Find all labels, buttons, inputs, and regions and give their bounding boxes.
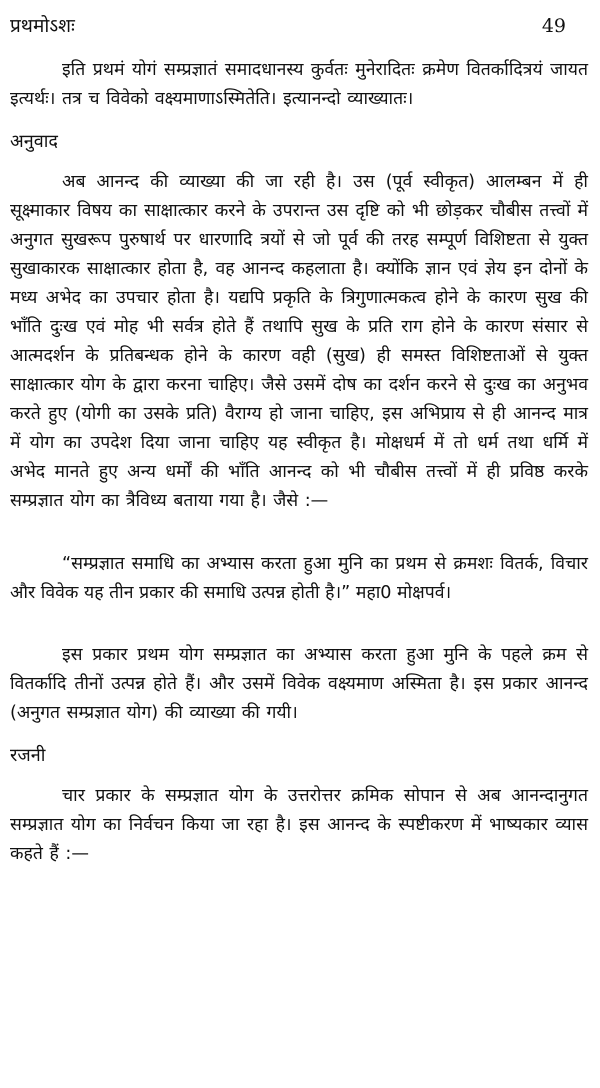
running-head: प्रथमोऽशः xyxy=(10,15,75,37)
anuvad-heading: अनुवाद xyxy=(10,131,58,152)
sanskrit-commentary-paragraph: इति प्रथमं योगं सम्प्रज्ञातं समादधानस्य कुर्वतः मुनेरादितः क्रमेण वितर्कादित्रयं जायत इत्यर्थः। तत्र च विवेको वक्ष्यमाणाऽस्मितेति। इत्यानन्दो व्याख्यातः। xyxy=(10,60,588,109)
rajani-paragraph: चार प्रकार के सम्प्रज्ञात योग के उत्तरोत्तर क्रमिक सोपान से अब आनन्दानुगत सम्प्रज्ञात योग का निर्वचन किया जा रहा है। इस आनन्द के स्पष्टीकरण में भाष्यकार व्यास कहते हैं :— xyxy=(10,786,588,865)
anuvad-paragraph: अब आनन्द की व्याख्या की जा रही है। उस (पूर्व स्वीकृत) आलम्बन में ही सूक्ष्माकार विषय का साक्षात्कार करने के उपरान्त उस दृष्टि को भी छोड़कर चौबीस तत्त्वों में अनुगत सुखरूप पुरुषार्थ पर धारणादि त्रयों से जो पूर्व की तरह सम्पूर्ण विशिष्टता से युक्त सुखाकारक साक्षात्कार होता है, वह आनन्द कहलाता है। क्योंकि ज्ञान एवं ज्ञेय इन दोनों के मध्य अभेद का उपचार होता है। यद्यपि प्रकृति के त्रिगुणात्मकत्व होने के कारण सुख की भाँति दुःख एवं मोह भी सर्वत्र होते हैं तथापि सुख के प्रति राग होने के कारण संसार से आत्मदर्शन के प्रतिबन्धक होने के कारण वही (सुख) ही समस्त विशिष्टताओं से युक्त साक्षात्कार योग के द्वारा करना चाहिए। जैसे उसमें दोष का दर्शन करने से दुःख का अनुभव करते हुए (योगी का उसके प्रति) वैराग्य हो जाना चाहिए, इस अभिप्राय से ही आनन्द मात्र में योग का उपदेश दिया जाना चाहिए यह स्वीकृत है। मोक्षधर्म में तो धर्म तथा धर्मि में अभेद मानते हुए अन्य धर्मों की भाँति आनन्द को भी चौबीस तत्त्वों में ही प्रविष्ठ करके सम्प्रज्ञात योग का त्रैविध्य बताया गया है। जैसे :— xyxy=(10,172,588,511)
page-header xyxy=(10,14,588,38)
page-number: 49 xyxy=(541,15,566,37)
rajani-heading: रजनी xyxy=(10,745,46,767)
quotation-paragraph: “सम्प्रज्ञात समाधि का अभ्यास करता हुआ मुनि का प्रथम से क्रमशः वितर्क, विचार और विवेक यह तीन प्रकार की समाधि उत्पन्न होती है।” महा0 मोक्षपर्व। xyxy=(10,553,588,603)
summary-paragraph: इस प्रकार प्रथम योग सम्प्रज्ञात का अभ्यास करता हुआ मुनि के पहले क्रम से वितर्कादि तीनों उत्पन्न होते हैं। और उसमें विवेक वक्ष्यमाण अस्मिता है। इस प्रकार आनन्द (अनुगत सम्प्रज्ञात योग) की व्याख्या की गयी। xyxy=(10,645,588,724)
